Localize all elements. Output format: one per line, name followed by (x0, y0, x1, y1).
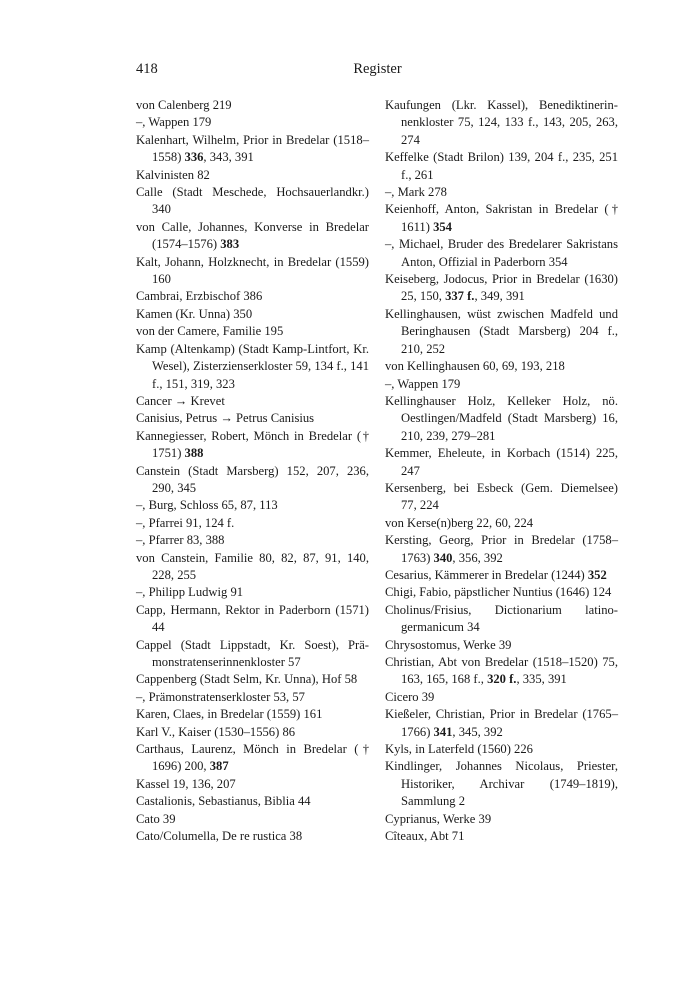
running-title: Register (353, 61, 402, 77)
bold-page-reference: 387 (209, 759, 229, 774)
bold-page-reference: 388 (184, 446, 204, 461)
index-entry: von Calle, Johannes, Konverse in Bredelar (1574–1576) 383 (136, 219, 369, 252)
index-entry: von der Camere, Familie 195 (136, 324, 284, 339)
index-entry: Kindlinger, Johannes Nicolaus, Priester, Historiker, Archivar (1749–1819), Sammlung 2 (385, 759, 618, 809)
bold-page-reference: 383 (220, 237, 240, 252)
index-entry: Capp, Hermann, Rektor in Paderborn (1571) 44 (136, 602, 369, 635)
index-entry: Cîteaux, Abt 71 (385, 829, 465, 844)
index-entry: Karl V., Kaiser (1530–1556) 86 (136, 724, 296, 739)
index-entry: –, Pfarrer 83, 388 (136, 533, 225, 548)
index-entry: –, Mark 278 (385, 185, 447, 200)
bold-page-reference: 352 (587, 567, 607, 582)
index-entry: Kießeler, Christian, Prior in Bredelar (1765–1766) 341, 345, 392 (385, 707, 618, 739)
index-entry: Cholinus/Frisius, Dictionarium latinogermanicum 34 (385, 602, 618, 635)
bold-page-reference: 341 (433, 724, 453, 739)
index-entry: –, Burg, Schloss 65, 87, 113 (136, 498, 278, 513)
index-entry: Cappenberg (Stadt Selm, Kr. Unna), Hof 58 (136, 672, 358, 687)
bold-page-reference: 354 (433, 219, 452, 234)
index-entry: von Canstein, Familie 80, 82, 87, 91, 140, 228, 255 (136, 550, 369, 582)
page-number: 418 (136, 61, 158, 77)
index-column-right (385, 97, 618, 845)
index-entry: Kaufungen (Lkr. Kassel), Benediktinerinnenkloster 75, 124, 133 f., 143, 205, 263, 274 (385, 98, 618, 147)
index-entry: Cesarius, Kämmerer in Bredelar (1244) 352 (385, 567, 607, 582)
index-entry: –, Wappen 179 (136, 115, 212, 130)
index-entry: Karen, Claes, in Bredelar (1559) 161 (136, 707, 323, 722)
index-entry: Cappel (Stadt Lippstadt, Kr. Soest), Prämonstratenserinnenkloster 57 (136, 637, 369, 669)
index-entry: –, Prämonstratenserkloster 53, 57 (136, 689, 305, 704)
index-entry: Kassel 19, 136, 207 (136, 776, 236, 791)
index-entry: Cancer → Krevet (136, 393, 225, 408)
bold-page-reference: 340 (433, 550, 453, 565)
index-entry: Keffelke (Stadt Brilon) 139, 204 f., 235, 251 f., 261 (385, 150, 618, 182)
index-entry: Chigi, Fabio, päpstlicher Nuntius (1646) 124 (385, 585, 612, 600)
index-entry: von Calenberg 219 (136, 98, 232, 112)
index-entry: Cyprianus, Werke 39 (385, 811, 492, 826)
index-entry: Kalenhart, Wilhelm, Prior in Bredelar (1518–1558) 336, 343, 391 (136, 132, 369, 165)
index-entry: Carthaus, Laurenz, Mönch in Bredelar († 1696) 200, 387 (136, 742, 369, 774)
index-entry: Canstein (Stadt Marsberg) 152, 207, 236, 290, 345 (136, 463, 369, 495)
index-entry: Kannegiesser, Robert, Mönch in Bredelar († 1751) 388 (136, 428, 369, 461)
index-entry: Cambrai, Erzbischof 386 (136, 289, 263, 304)
index-entry: Christian, Abt von Bredelar (1518–1520) 75, 163, 165, 168 f., 320 f., 335, 391 (385, 655, 618, 687)
index-entry: von Kellinghausen 60, 69, 193, 218 (385, 359, 565, 374)
index-entry: Kellinghausen, wüst zwischen Madfeld und Beringhausen (Stadt Marsberg) 204 f., 210, 252 (385, 306, 618, 356)
index-column-left (136, 97, 369, 845)
bold-page-reference: 337 f. (445, 289, 475, 304)
index-entry: Kersting, Georg, Prior in Bredelar (1758–1763) 340, 356, 392 (385, 533, 618, 565)
index-entry: Chrysostomus, Werke 39 (385, 637, 512, 652)
index-entry: von Kerse(n)berg 22, 60, 224 (385, 515, 534, 530)
index-entry: Cato 39 (136, 811, 176, 826)
index-entry: Keienhoff, Anton, Sakristan in Bredelar († 1611) 354 (385, 202, 618, 234)
index-entry: Castalionis, Sebastianus, Biblia 44 (136, 794, 311, 809)
index-entry: Kalt, Johann, Holzknecht, in Bredelar (1559) 160 (136, 254, 369, 287)
index-entry: Kyls, in Laterfeld (1560) 226 (385, 742, 533, 757)
page-header (136, 61, 619, 81)
index-entry: Cicero 39 (385, 689, 435, 704)
index-entry: Kersenberg, bei Esbeck (Gem. Diemelsee) 77, 224 (385, 480, 618, 513)
index-entry: Calle (Stadt Meschede, Hochsauerlandkr.) 340 (136, 185, 369, 217)
index-entry: Kamen (Kr. Unna) 350 (136, 306, 253, 321)
index-entry: –, Wappen 179 (385, 376, 461, 391)
index-entry: –, Michael, Bruder des Bredelarer Sakristans Anton, Offizial in Paderborn 354 (385, 237, 618, 269)
index-entry: Cato/Columella, De re rustica 38 (136, 829, 303, 844)
bold-page-reference: 336 (184, 150, 204, 165)
index-entry: Kellinghauser Holz, Kelleker Holz, nö. Oestlingen/Madfeld (Stadt Marsberg) 16, 210, 239, 279–281 (385, 393, 618, 443)
index-entry: Kamp (Altenkamp) (Stadt Kamp-Lintfort, Kr. Wesel), Zisterzienserkloster 59, 134 f., 141 f., 151, 319, 323 (136, 341, 369, 391)
index-entry: –, Philipp Ludwig 91 (136, 585, 244, 600)
index-entry: Kalvinisten 82 (136, 167, 210, 182)
index-entry: Keiseberg, Jodocus, Prior in Bredelar (1630) 25, 150, 337 f., 349, 391 (385, 272, 618, 304)
bold-page-reference: 320 f. (487, 672, 517, 687)
index-entry: Kemmer, Eheleute, in Korbach (1514) 225, 247 (385, 446, 618, 478)
index-entry: –, Pfarrei 91, 124 f. (136, 515, 235, 530)
index-entry: Canisius, Petrus → Petrus Canisius (136, 411, 315, 426)
